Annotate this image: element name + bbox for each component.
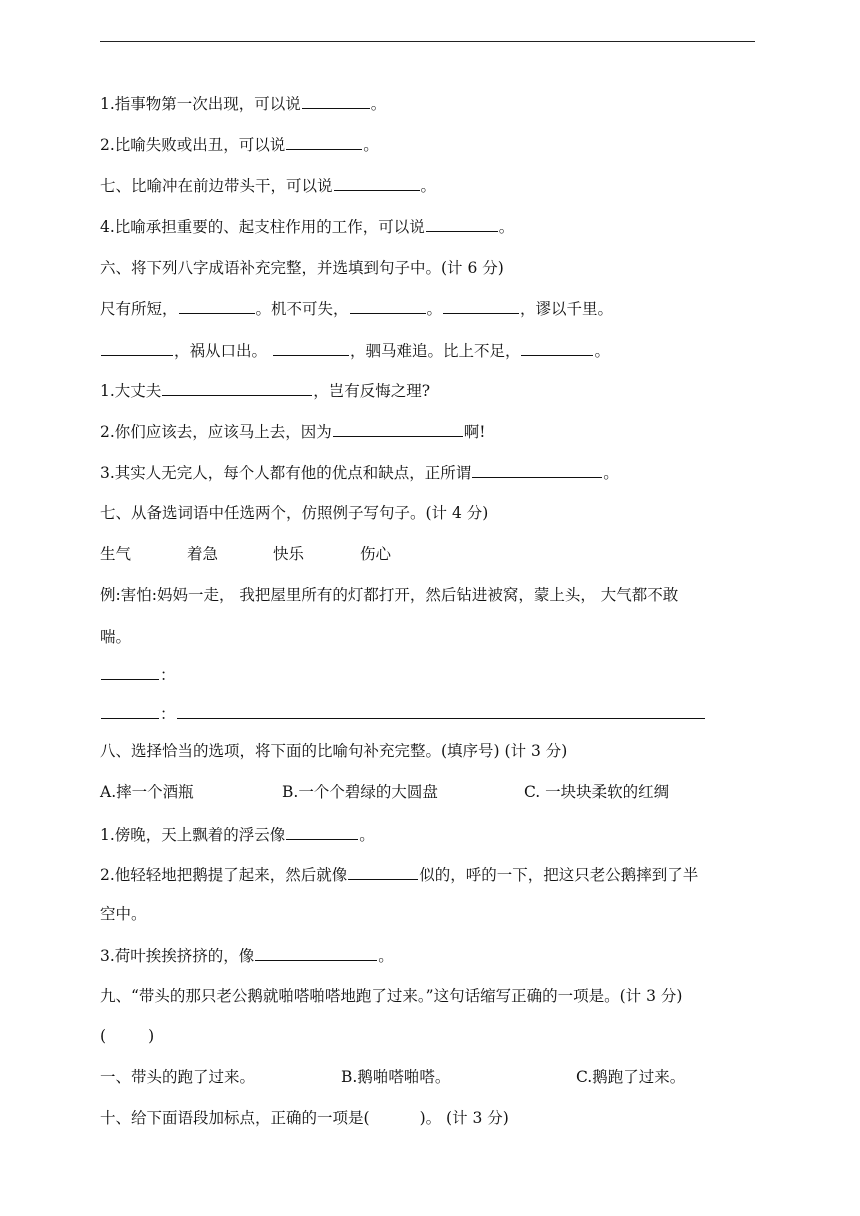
word-option: 着急 — [187, 545, 219, 563]
answer-blank[interactable] — [273, 340, 349, 356]
header-rule — [100, 41, 755, 42]
question-line: 3.其实人无完人，每个人都有他的优点和缺点，正所谓 。 — [100, 464, 619, 482]
answer-blank[interactable] — [443, 298, 519, 314]
question-line: 1.傍晚，天上飘着的浮云像 。 — [100, 826, 375, 844]
answer-blank[interactable] — [350, 298, 426, 314]
question-line: 七、比喻冲在前边带头干，可以说 。 — [100, 177, 437, 195]
section-7-title: 七、从备选词语中任选两个，仿照例子写句子。(计 4 分) — [100, 504, 489, 522]
answer-blank[interactable] — [177, 703, 705, 719]
answer-blank[interactable] — [179, 298, 255, 314]
section-8-title: 八、选择恰当的选项，将下面的比喻句补充完整。(填序号) (计 3 分) — [100, 742, 568, 760]
word-option: 伤心 — [360, 545, 392, 563]
answer-blank[interactable] — [255, 945, 377, 961]
question-line: 1.指事物第一次出现，可以说 。 — [100, 95, 387, 113]
answer-line: ： — [100, 703, 706, 724]
answer-blank[interactable] — [101, 703, 159, 719]
answer-blank[interactable] — [348, 864, 418, 880]
question-line: 2.比喻失败或出丑，可以说 。 — [100, 136, 379, 154]
answer-blank[interactable] — [521, 340, 593, 356]
question-line-cont: 空中。 — [100, 905, 147, 923]
answer-blank[interactable] — [286, 824, 358, 840]
section-10-title: 十、给下面语段加标点，正确的一项是( )。 (计 3 分) — [100, 1109, 509, 1127]
question-line: 4.比喻承担重要的、起支柱作用的工作，可以说 。 — [100, 218, 515, 236]
choice-option: A.摔一个酒瓶 — [100, 783, 194, 801]
example-sentence-cont: 喘。 — [100, 628, 132, 646]
answer-blank[interactable] — [333, 421, 463, 437]
answer-line: ： — [100, 664, 176, 685]
answer-blank[interactable] — [426, 216, 498, 232]
idiom-row-1: 尺有所短， 。机不可失， 。 ，谬以千里。 — [100, 300, 614, 318]
answer-blank[interactable] — [302, 93, 370, 109]
choice-option: B.鹅啪嗒啪嗒。 — [341, 1068, 451, 1086]
answer-blank[interactable] — [101, 664, 159, 680]
question-line: 1.大丈夫 ，岂有反悔之理? — [100, 382, 431, 400]
section-9-title: 九、“带头的那只老公鹅就啪嗒啪嗒地跑了过来。”这句话缩写正确的一项是。(计 3 分) — [100, 987, 683, 1005]
answer-blank[interactable] — [162, 380, 312, 396]
choice-option: 一、带头的跑了过来。 — [100, 1068, 256, 1086]
answer-parentheses[interactable]: ( ) — [100, 1027, 155, 1045]
question-line: 3.荷叶挨挨挤挤的，像 。 — [100, 947, 394, 965]
example-sentence: 例:害怕:妈妈一走， 我把屋里所有的灯都打开，然后钻进被窝，蒙上头， 大气都不敢 — [100, 586, 679, 604]
section-6-title: 六、将下列八字成语补充完整，并选填到句子中。(计 6 分) — [100, 259, 504, 277]
idiom-row-2: ，祸从口出。 ，驷马难追。比上不足， 。 — [100, 340, 610, 361]
choice-option: C.鹅跑了过来。 — [576, 1068, 686, 1086]
choice-option: C. 一块块柔软的红绸 — [524, 783, 670, 801]
answer-blank[interactable] — [101, 340, 173, 356]
choice-option: B.一个个碧绿的大圆盘 — [282, 783, 438, 801]
answer-blank[interactable] — [334, 175, 420, 191]
word-option: 生气 — [100, 545, 132, 563]
question-line: 2.你们应该去，应该马上去，因为 啊! — [100, 423, 486, 441]
question-line: 2.他轻轻地把鹅提了起来，然后就像 似的，呼的一下，把这只老公鹅摔到了半 — [100, 866, 699, 884]
answer-blank[interactable] — [286, 134, 362, 150]
answer-blank[interactable] — [472, 462, 602, 478]
word-option: 快乐 — [273, 545, 305, 563]
